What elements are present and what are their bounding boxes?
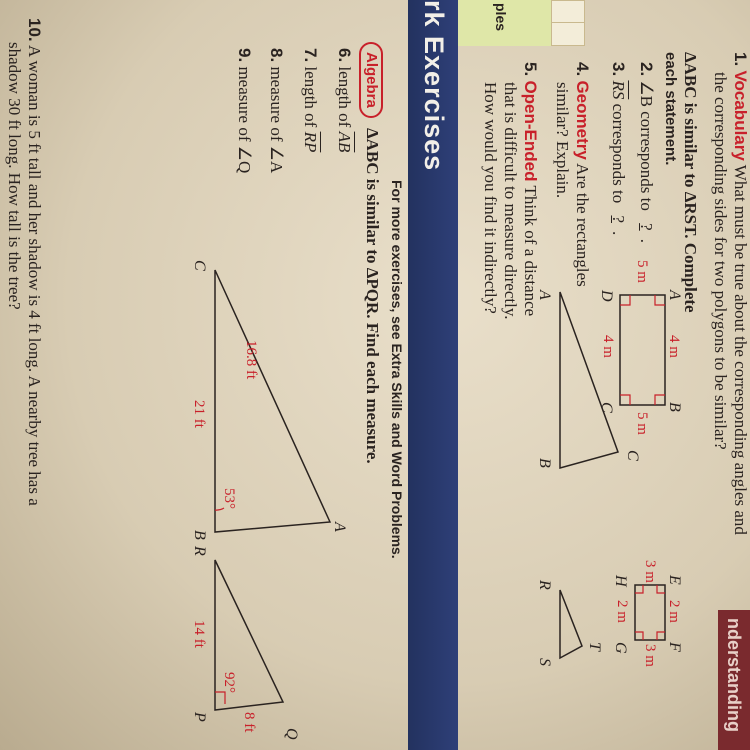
question-text: Are the rectangles — [573, 163, 592, 287]
exercises-banner-text: rk Exercises — [419, 0, 449, 172]
answer-blank: ? — [609, 215, 628, 223]
question-text: A woman is 5 ft tall and her shadow is 4 ft long. A nearby tree has a — [25, 44, 44, 506]
question-9 — [234, 48, 254, 173]
question-number: 7. — [301, 48, 320, 63]
vertex-q-small: Q — [283, 728, 300, 740]
question-1 — [730, 52, 750, 535]
label-rect2-top: 2 m — [666, 600, 682, 623]
question-5 — [520, 62, 540, 316]
question-5-cont-1: that is difficult to measure directly. — [501, 82, 520, 320]
vertex-r: R — [536, 580, 553, 590]
figures-bottom — [165, 240, 365, 750]
label-rq: 14 ft — [191, 620, 207, 648]
question-text: measure of ∠A — [267, 66, 286, 174]
question-text: What must be true about the corresponding angles and — [731, 164, 750, 535]
more-exercises-ref: Extra Skills and Word Problems. — [389, 343, 405, 559]
segment-label: $\overline{AB}$ — [335, 131, 354, 153]
question-2: 2. ∠B corresponds to ?. — [637, 62, 656, 243]
vertex-big-a: A — [331, 522, 348, 532]
instruction-abc-rst-cont: each statement. — [662, 52, 679, 166]
question-7 — [300, 48, 320, 152]
question-number: 6. — [335, 48, 354, 63]
question-text: measure of ∠Q — [235, 66, 254, 174]
label-ac: 16.8 ft — [243, 340, 259, 380]
algebra-badge: Algebra — [359, 42, 383, 118]
rectangle-abcd — [620, 295, 665, 405]
figures-top — [480, 260, 710, 750]
vertex-rect-c: C — [598, 402, 615, 413]
vertex-c: C — [624, 450, 641, 461]
vertex-s: S — [536, 658, 553, 666]
question-number: 8. — [267, 48, 286, 63]
vertex-rect-d: D — [598, 290, 615, 302]
question-keyword: Vocabulary — [731, 70, 750, 161]
right-angle-marks-small — [635, 585, 665, 640]
vertex-h: H — [612, 575, 629, 587]
more-exercises-lead: For more exercises, see — [389, 180, 405, 340]
vertex-g: G — [612, 642, 629, 654]
label-bc: 21 ft — [191, 400, 207, 428]
question-3: 3. $\overline{RS}$ corresponds to ?. — [609, 62, 628, 236]
question-number: 5. — [521, 62, 540, 77]
instruction-abc-rst: ΔABC is similar to ΔRST. Complete — [681, 52, 700, 313]
side-table-cell — [551, 0, 585, 24]
question-number: 2. — [637, 62, 656, 77]
label-rect-right: 5 m — [634, 412, 650, 435]
question-4-cont: similar? Explain. — [553, 82, 572, 199]
question-number: 1. — [731, 52, 750, 67]
question-6 — [334, 48, 354, 152]
segment-label: $\overline{RP}$ — [301, 131, 320, 153]
question-number: 10. — [25, 18, 44, 42]
vertex-rect-b: B — [666, 402, 683, 412]
triangle-rst — [560, 590, 582, 658]
vertex-f: F — [666, 642, 683, 652]
section-banner-text: nderstanding — [724, 618, 744, 733]
question-text: ∠B corresponds to — [637, 80, 656, 211]
label-rect2-right: 3 m — [642, 644, 658, 667]
triangle-abc — [560, 292, 618, 468]
vertex-b: B — [536, 458, 553, 468]
vertex-t: T — [586, 642, 603, 651]
more-exercises-note — [389, 180, 405, 559]
label-rect-bottom: 4 m — [600, 335, 616, 358]
question-number: 4. — [573, 62, 592, 77]
label-rect-top: 4 m — [666, 335, 682, 358]
vertex-rect-a: A — [666, 290, 683, 300]
answer-blank: ? — [637, 223, 656, 231]
question-1-cont: the corresponding sides for two polygons to be similar? — [711, 72, 730, 450]
question-number: 3. — [609, 62, 628, 77]
question-text: Think of a distance — [521, 185, 540, 317]
vertex-big-b: B — [191, 530, 208, 540]
label-rect2-bottom: 2 m — [614, 600, 630, 623]
label-rect-left: 5 m — [634, 260, 650, 283]
segment-label: $\overline{RS}$ — [609, 80, 628, 100]
exercises-banner — [408, 0, 458, 750]
side-table-cell — [551, 22, 585, 46]
right-angle-marks — [620, 295, 665, 405]
question-text: corresponds to — [609, 103, 628, 204]
vertex-r-small: R — [191, 546, 208, 556]
question-10 — [24, 18, 44, 506]
instruction-abc-pqr: ΔABC is similar to ΔPQR. Find each measure. — [363, 128, 382, 464]
vertex-e: E — [666, 575, 683, 585]
question-8 — [266, 48, 286, 173]
question-text: length of — [335, 66, 354, 128]
side-tab — [453, 0, 553, 46]
question-number: 9. — [235, 48, 254, 63]
side-tab-label: ples — [493, 3, 509, 32]
question-4 — [572, 62, 592, 287]
angle-p-mark — [215, 692, 225, 704]
question-10-cont: shadow 30 ft long. How tall is the tree? — [5, 42, 24, 310]
label-angle-p: 92° — [221, 672, 237, 693]
label-pq: 8 ft — [241, 712, 257, 733]
label-angle-b: 53° — [221, 488, 237, 509]
question-keyword: Open-Ended — [521, 80, 540, 182]
label-rect2-left: 3 m — [642, 560, 658, 583]
section-banner — [718, 610, 750, 750]
vertex-big-c: C — [191, 260, 208, 271]
vertex-a: A — [536, 290, 553, 300]
question-5-cont-2: How would you find it indirectly? — [481, 82, 500, 314]
question-keyword: Geometry — [573, 80, 592, 160]
question-text: length of — [301, 66, 320, 128]
vertex-p-small: P — [191, 712, 208, 722]
